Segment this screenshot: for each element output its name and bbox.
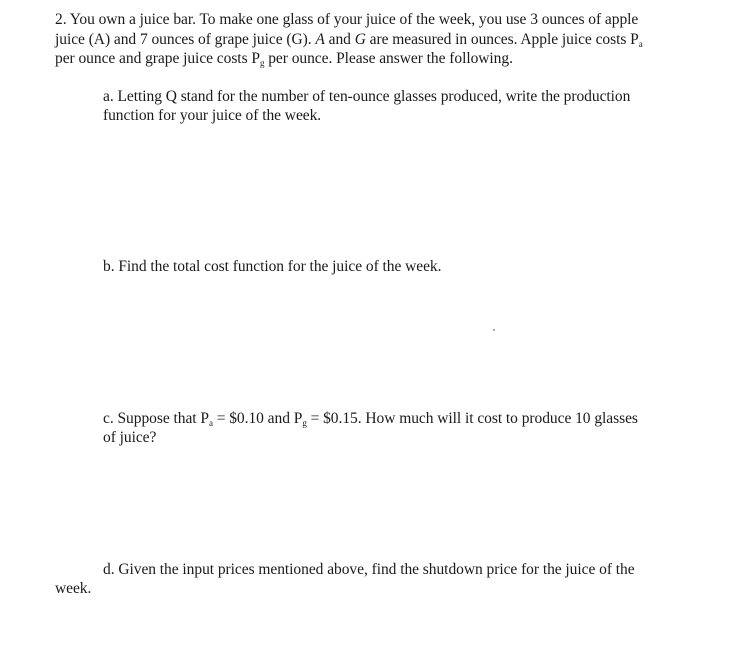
part-c-line-1: c. Suppose that $P_a$ = $0.10 and $P_g$ = $0.15. How much will it cost to produce 10 glasses: [103, 410, 638, 428]
part-a-line-2: function for your juice of the week.: [103, 107, 322, 124]
scan-speck: [493, 329, 495, 331]
part-d-line-1: d. Given the input prices mentioned above, find the shutdown price for the juice of the: [103, 561, 635, 578]
part-c-line-2: of juice?: [103, 429, 157, 446]
subscript-g: g: [259, 58, 265, 68]
part-d-line-2: week.: [55, 580, 92, 597]
part-b-line-1: b. Find the total cost function for the juice of the week.: [103, 258, 442, 275]
subscript-a: a: [638, 39, 643, 49]
question-number: 2.: [55, 11, 67, 28]
question-intro-line-2: juice (A) and 7 ounces of grape juice (G). A and G are measured in ounces. Apple juice costs $P_a$: [55, 31, 643, 49]
question-intro-text-1: You own a juice bar. To make one glass of your juice of the week, you use 3 ounces of apple: [69, 11, 639, 28]
variable-g: G: [354, 31, 366, 48]
variable-a: A: [315, 31, 325, 48]
question-intro-line-3: per ounce and grape juice costs $P_g$ per ounce. Please answer the following.: [55, 50, 513, 68]
part-a-line-1: a. Letting Q stand for the number of ten-ounce glasses produced, write the production: [103, 88, 631, 105]
question-intro-line-1: [55, 10, 638, 30]
